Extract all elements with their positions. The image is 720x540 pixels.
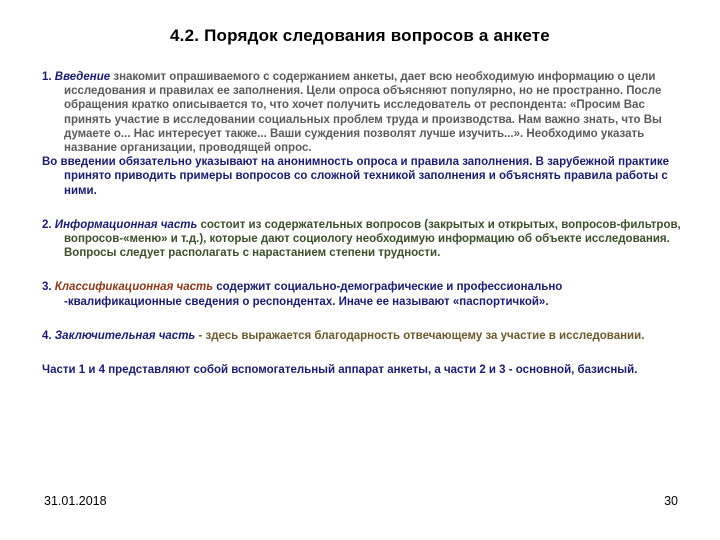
section-keyword: Заключительная часть [54, 329, 196, 342]
section-intro [42, 70, 682, 155]
section-number: 1. [42, 71, 55, 83]
section-text: состоит из содержательных вопросов (закрытых и открытых, вопросов-фильтров, вопросов-«меню» и т.д.), которые дают социологу необходимую информацию об объекте исследования. Вопросы следует располагать с нарастанием степени трудности. [64, 218, 681, 260]
section-text: знакомит опрашиваемого с содержанием анкеты, дает всю необходимую информацию о цели исследования и правилах ее заполнения. Цели опроса объясняют популярно, но не пространно. После обращения кратко описывается то, что хочет получить исследователь от респондента: «Просим Вас принять участие в исследовании социальных проблем труда и производства. Нам важно знать, что Вы думаете о... Нас интересует также... Ваши суждения позволят лучше изучить...». Необходимо указать название организации, проводящей опрос. [64, 71, 662, 155]
section-keyword: Информационная часть [54, 218, 198, 231]
page-number: 30 [664, 494, 678, 508]
section-intro-extra: Во введении обязательно указывают на анонимность опроса и правила заполнения. В зарубежной практике принято приводить примеры вопросов со сложной техникой заполнения и объяснять правила работы с ними. [42, 156, 670, 197]
section-keyword: Введение [54, 71, 111, 83]
slide-body [42, 70, 682, 377]
section-number: 4. [42, 329, 55, 342]
summary-text: Части 1 и 4 представляют собой вспомогательный аппарат анкеты, а части 2 и 3 - основной, базисный. [42, 364, 638, 377]
section-final [42, 329, 682, 343]
footer-date: 31.01.2018 [44, 494, 107, 508]
section-classification [42, 280, 682, 308]
section-number: 2. [42, 218, 55, 231]
section-info [42, 218, 682, 261]
section-text: - здесь выражается благодарность отвечающему за участие в исследовании. [195, 329, 645, 342]
section-keyword: Классификационная часть [54, 281, 214, 294]
slide-title: 4.2. Порядок следования вопросов а анкете [170, 26, 550, 45]
section-text: содержит социально-демографические и профессионально -квалификационные сведения о респондентах. Иначе ее называют «паспортичкой». [64, 281, 563, 308]
section-number: 3. [42, 281, 55, 294]
